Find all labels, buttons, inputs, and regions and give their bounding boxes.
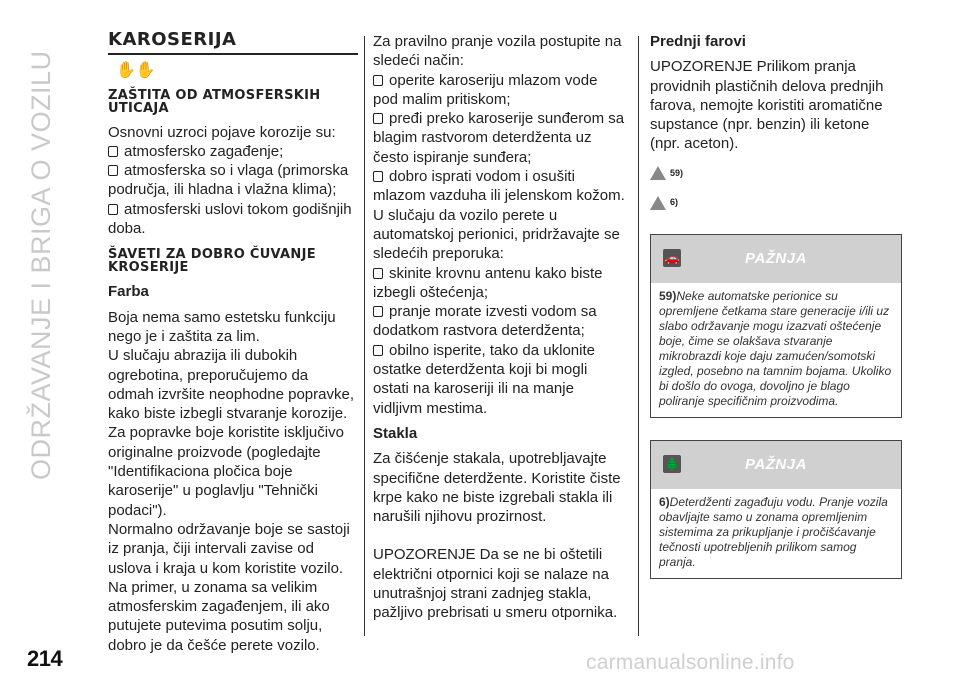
warning-text: 59)Neke automatske perionice su opremljene četkama stare generacije i/ili uz slabo održavanje mogu izazvati oštećenje boje, čime se olakšava stvaranje mikrobrazdi koje daju zamućen/somotski izgled, posebno na tamnim bojama. Ukoliko bi došlo do ovoga, dovoljno je blago poliranje specifičnim proizvodima. — [659, 289, 892, 409]
warning-box-header — [651, 235, 901, 283]
warning-box — [650, 440, 902, 579]
subheading: Prednji farovi — [650, 33, 746, 50]
warning-reference: 6) — [650, 193, 902, 212]
paragraph: Za pravilno pranje vozila postupite na sledeći način: — [373, 33, 622, 70]
car-wash-icon: 🚗 — [664, 251, 680, 266]
bullet-icon — [373, 75, 383, 86]
watermark: carmanualsonline.info — [586, 651, 795, 674]
paragraph: U slučaju da vozilo perete u automatskoj perionici, pridržavajte se sledećih preporuka: — [373, 206, 620, 263]
warning-text: 6)Deterdženti zagađuju vodu. Pranje vozila obavljajte samo u zonama opremljenim sistemima za prikupljanje i pročišćavanje tečnosti upotrebljenih prilikom samog pranja. — [659, 495, 888, 570]
bullet-icon — [108, 165, 118, 176]
warning-label: PAŽNJA — [745, 456, 807, 474]
bullet-item: atmosfersko zagađenje; — [108, 142, 358, 161]
warning-triangle-icon — [650, 166, 666, 180]
bullet-icon — [373, 113, 383, 124]
bullet-item: dobro isprati vodom i osušiti mlazom vazduha ili jelenskom kožom. — [373, 168, 625, 205]
warning-box-header — [651, 441, 901, 489]
paragraph: U slučaju abrazija ili dubokih ogrebotina, preporučujemo da odmah izvršite neophodne popravke, kako biste izbegli stvaranje korozije. Za popravke boje koristite isključivo originalne proizvode (pogledajte "Identifikaciona pločica boje karoserije" u poglavlju "Tehnički podaci"). — [108, 347, 354, 519]
warning-label: PAŽNJA — [745, 250, 807, 268]
paragraph: Normalno održavanje boje se sastoji iz pranja, čiji intervali zavise od uslova i kraja u kom koristite vozilo. — [108, 520, 350, 577]
bullet-item: pređi preko karoserije sunđerom sa blagim rastvorom deterdženta uz često ispiranje sunđera; — [373, 110, 625, 166]
subheading: Farba — [108, 283, 149, 301]
bullet-icon — [373, 268, 383, 279]
column-divider — [638, 36, 639, 636]
bullet-item: pranje morate izvesti vodom sa dodatkom rastvora deterdženta; — [373, 303, 597, 340]
paragraph: Za čišćenje stakala, upotrebljavajte specifične deterdžente. Koristite čiste krpe kako ne biste izgrebali stakla ili narušili njihovu prozirnost. — [373, 450, 621, 526]
bullet-item: atmosferska so i vlaga (primorska područja, ili hladna i vlažna klima); — [108, 162, 349, 199]
bullet-item: obilno isperite, tako da uklonite ostatke deterdženta koji bi mogli ostati na karoseriji ili na manje vidljivm mestima. — [373, 341, 595, 417]
bullet-item: skinite krovnu antenu kako biste izbegli oštećenja; — [373, 264, 603, 301]
section-heading: ŠAVETI ZA DOBRO ČUVANJE KROSERIJE — [108, 247, 316, 276]
column-3 — [650, 32, 902, 579]
bullet-icon — [373, 306, 383, 317]
hand-washing-icon: ✋✋ — [116, 62, 156, 80]
column-1 — [108, 30, 358, 655]
paragraph: Osnovni uzroci pojave korozije su: — [108, 123, 336, 141]
warning-box — [650, 234, 902, 418]
tree-icon: 🌲 — [664, 457, 680, 472]
bullet-item: operite karoseriju mlazom vode pod malim pritiskom; — [373, 71, 598, 108]
bullet-icon — [108, 204, 118, 215]
section-heading: ZAŠTITA OD ATMOSFERSKIH UTICAJA — [108, 87, 321, 116]
subheading: Stakla — [373, 424, 418, 442]
bullet-icon — [373, 171, 383, 182]
section-title: KAROSERIJA — [108, 30, 358, 55]
chapter-title: ODRŽAVANJE I BRIGA O VOZILU — [26, 50, 56, 480]
column-2 — [373, 32, 626, 623]
bullet-icon — [373, 345, 383, 356]
paragraph: Boja nema samo estetsku funkciju nego je i zaštita za lim. — [108, 308, 336, 345]
warning-triangle-icon — [650, 196, 666, 210]
paragraph: Na primer, u zonama sa velikim atmosferskim zagađenjem, ili ako putujete putevima posutim solju, dobro je da češće perete vozilo. — [108, 578, 330, 654]
warning-reference: 59) — [650, 164, 902, 183]
chapter-sidebar — [20, 18, 60, 488]
paragraph: UPOZORENJE Da se ne bi oštetili električni otpornici koji se nalaze na unutrašnjoj strani zadnjeg stakla, pažljivo prebrisati u smeru otpornika. — [373, 546, 618, 622]
bullet-item: atmosferski uslovi tokom godišnjih doba. — [108, 200, 352, 238]
paragraph: UPOZORENJE Prilikom pranja providnih plastičnih delova prednjih farova, nemojte koristiti aromatične supstance (npr. benzin) ili ketone (npr. aceton). — [650, 58, 884, 153]
bullet-icon — [108, 146, 118, 157]
page-number: 214 — [27, 646, 63, 671]
column-divider — [364, 36, 365, 636]
